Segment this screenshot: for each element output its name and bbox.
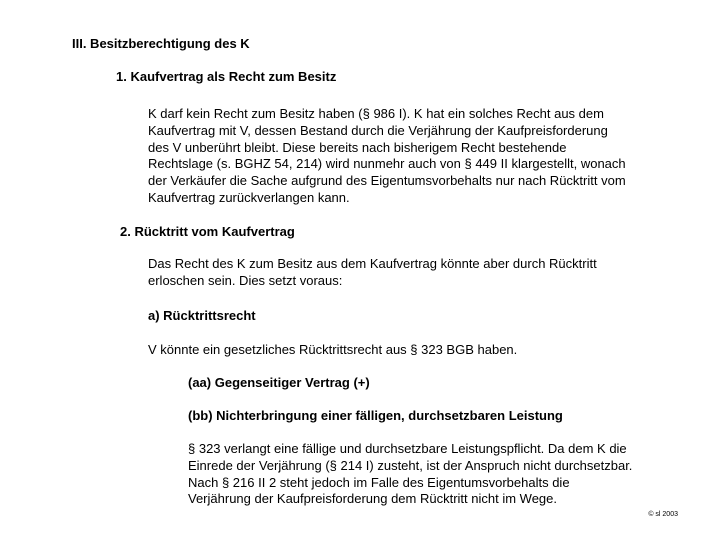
paragraph-line: Rechtslage (s. BGHZ 54, 214) wird nunmehr auch von § 449 II klargestellt, wonach: [148, 156, 626, 172]
paragraph-line: Das Recht des K zum Besitz aus dem Kaufvertrag könnte aber durch Rücktritt: [148, 256, 597, 271]
subsection-title-1: 1. Kaufvertrag als Recht zum Besitz: [116, 69, 337, 84]
subsection-1-paragraph: [148, 106, 626, 207]
paragraph-line: Kaufvertrag mit V, dessen Bestand durch die Verjährung der Kaufpreisforderung: [148, 122, 608, 138]
copyright-footer: © sl 2003: [648, 511, 678, 518]
point-aa-title: (aa) Gegenseitiger Vertrag (+): [188, 375, 370, 390]
paragraph-line: Verjährung der Kaufpreisforderung dem Rücktritt nicht im Wege.: [188, 491, 557, 507]
paragraph-line: Einrede der Verjährung (§ 214 I) zusteht, ist der Anspruch nicht durchsetzbar.: [188, 457, 633, 473]
subsection-title-a: a) Rücktrittsrecht: [148, 308, 256, 323]
paragraph-line: § 323 verlangt eine fällige und durchsetzbare Leistungspflicht. Da dem K die: [188, 441, 627, 456]
paragraph-line: erloschen sein. Dies setzt voraus:: [148, 272, 343, 288]
point-bb-paragraph: [188, 441, 632, 508]
paragraph-line: Nach § 216 II 2 steht jedoch im Falle des Eigentumsvorbehalts die: [188, 474, 570, 490]
point-bb-title: (bb) Nichterbringung einer fälligen, durchsetzbaren Leistung: [188, 408, 563, 423]
paragraph-line: der Verkäufer die Sache aufgrund des Eigentumsvorbehalts nur nach Rücktritt vom: [148, 173, 626, 189]
paragraph-line: des V unberührt bleibt. Diese bereits nach bisherigem Recht bestehende: [148, 139, 567, 155]
subsection-a-text: V könnte ein gesetzliches Rücktrittsrecht aus § 323 BGB haben.: [148, 342, 518, 357]
subsection-title-2: 2. Rücktritt vom Kaufvertrag: [120, 224, 295, 239]
subsection-2-paragraph: [148, 256, 597, 290]
section-heading: III. Besitzberechtigung des K: [72, 36, 250, 51]
paragraph-line: K darf kein Recht zum Besitz haben (§ 986 I). K hat ein solches Recht aus dem: [148, 106, 604, 121]
paragraph-line: Kaufvertrag zurückverlangen kann.: [148, 189, 350, 205]
